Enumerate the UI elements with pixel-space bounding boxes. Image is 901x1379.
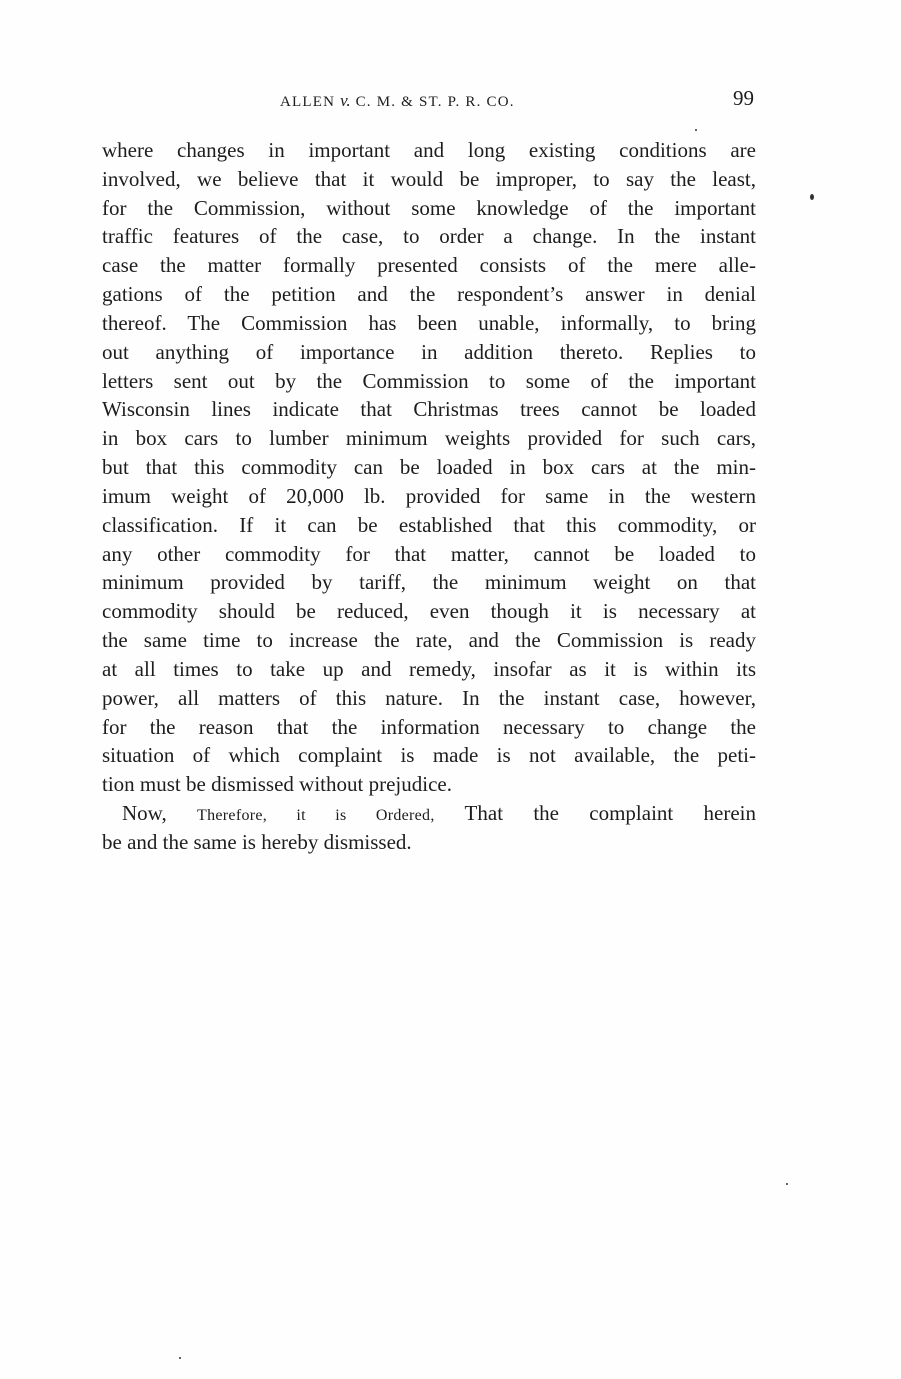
text-line: the same time to increase the rate, and the Commission is ready (102, 628, 756, 653)
text-line: any other commodity for that matter, cannot be loaded to (102, 541, 756, 566)
order-paragraph-end: be and the same is hereby dismissed. (102, 829, 412, 854)
order-small-caps: Therefore, it is Ordered, (197, 807, 435, 825)
text-line: minimum provided by tariff, the minimum weight on that (102, 570, 756, 595)
text-line: in box cars to lumber minimum weights provided for such cars, (102, 426, 756, 451)
running-head-title-part: ALLEN (280, 94, 341, 110)
text-line: involved, we believe that it would be improper, to say the least, (102, 166, 756, 191)
text-line: letters sent out by the Commission to some of the important (102, 368, 756, 393)
text-line: Wisconsin lines indicate that Christmas trees cannot be loaded (102, 397, 756, 422)
text-line: situation of which complaint is made is not available, the peti- (102, 743, 756, 768)
text-line: power, all matters of this nature. In the instant case, however, (102, 685, 756, 710)
text-line: case the matter formally presented consists of the mere alle- (102, 253, 756, 278)
running-head (100, 86, 756, 112)
running-head-versus: v. (340, 91, 351, 110)
text-line: classification. If it can be established that this commodity, or (102, 512, 756, 537)
scan-speck (786, 1183, 788, 1185)
text-line: for the reason that the information necessary to change the (102, 714, 756, 739)
text-line: for the Commission, without some knowledge of the important (102, 195, 756, 220)
text-line: where changes in important and long existing conditions are (102, 138, 756, 162)
text-line: out anything of importance in addition thereto. Replies to (102, 339, 756, 364)
scan-speck (695, 129, 697, 131)
text-line: gations of the petition and the respondent’s answer in denial (102, 282, 756, 307)
running-head-title-part: C. M. & ST. P. R. CO. (350, 94, 515, 110)
scan-speck (810, 194, 814, 200)
order-paragraph (102, 799, 756, 828)
text-line: commodity should be reduced, even though it is necessary at (102, 599, 756, 624)
body-text (102, 136, 756, 857)
text-line: traffic features of the case, to order a change. In the instant (102, 224, 756, 249)
running-head-title (280, 91, 515, 111)
order-now: Now, (122, 801, 198, 826)
text-line: but that this commodity can be loaded in box cars at the min- (102, 455, 756, 480)
page-number: 99 (733, 86, 754, 110)
text-line: at all times to take up and remedy, insofar as it is within its (102, 656, 756, 681)
text-line: tion must be dismissed without prejudice. (102, 772, 452, 797)
text-line: imum weight of 20,000 lb. provided for same in the western (102, 483, 756, 508)
scan-speck (179, 1357, 181, 1359)
order-text: That the complaint herein (434, 801, 756, 826)
text-line: thereof. The Commission has been unable, informally, to bring (102, 310, 756, 335)
